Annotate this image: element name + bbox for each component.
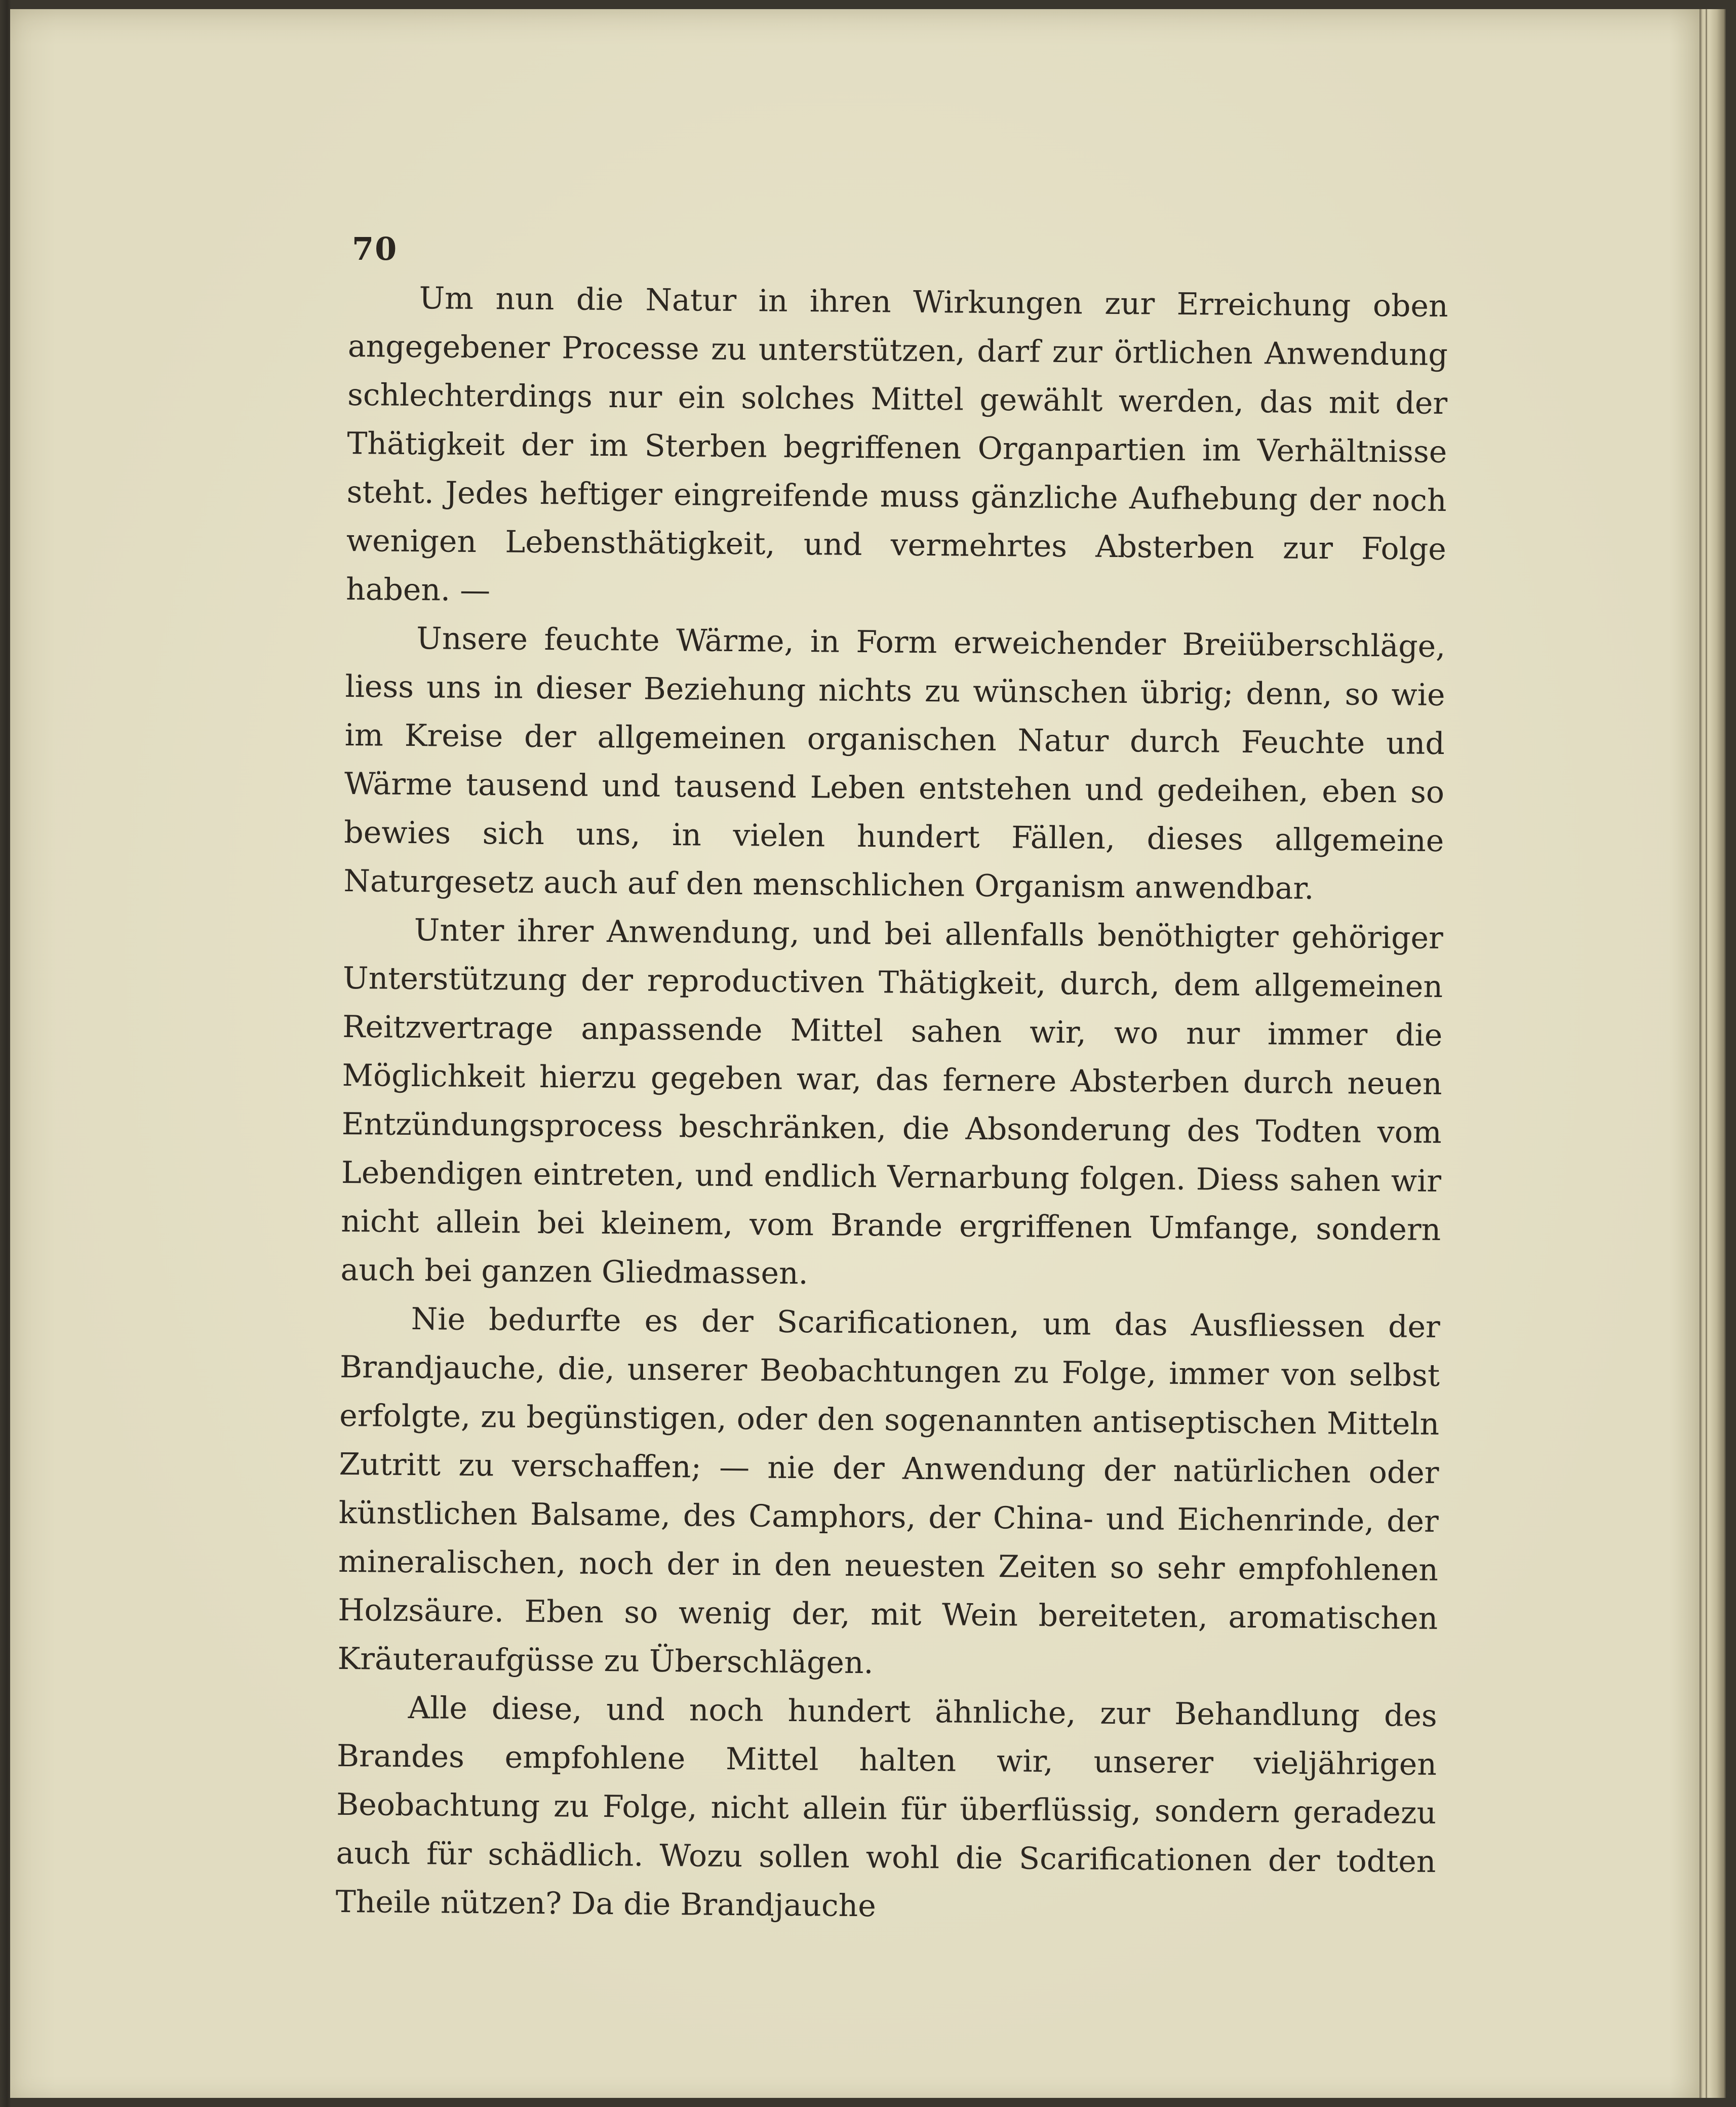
page-edge: [1700, 9, 1726, 2098]
binding-edge: [1706, 9, 1707, 2098]
paragraph-5: Alle diese, und noch hundert ähnliche, zur Behandlung des Brandes empfohlene Mittel halten wir, unserer vieljährigen Beobachtung zu Folge, nicht allein für überflüssig, sondern geradezu auch für schädlich. Wozu sollen wohl die Scarificationen der todten Theile nützen? Da die Brandjauche: [335, 1690, 1437, 1924]
paragraph-1: Um nun die Natur in ihren Wirkungen zur Erreichung oben angegebener Processe zu unterstützen, darf zur örtlichen Anwendung schlechterdings nur ein solches Mittel gewählt werden, das mit der Thätigkeit der im Sterben begriffenen Organpartien im Verhältnisse steht. Jedes heftiger eingreifende muss gänzliche Aufhebung der noch wenigen Lebensthätigkeit, und vermehrtes Absterben zur Folge haben. —: [345, 281, 1448, 609]
page-number: 70: [352, 230, 398, 267]
paragraph-4: Nie bedurfte es der Scarificationen, um das Ausfliessen der Brandjauche, die, unserer Beobachtungen zu Folge, immer von selbst erfolgte, zu begünstigen, oder den sogenannten antiseptischen Mitteln Zutritt zu verschaffen; — nie der Anwendung der natürlichen oder künstlichen Balsame, des Camphors, der China- und Eichenrinde, der mineralischen, noch der in den neuesten Zeiten so sehr empfohlenen Holzsäure. Eben so wenig der, mit Wein bereiteten, aromatischen Kräuteraufgüsse zu Überschlägen.: [337, 1301, 1440, 1681]
body-text: [335, 273, 1448, 1935]
paragraph-2: Unsere feuchte Wärme, in Form erweichender Breiüberschläge, liess uns in dieser Beziehung nichts zu wünschen übrig; denn, so wie im Kreise der allgemeinen organischen Natur durch Feuchte und Wärme tausend und tausend Leben entstehen und gedeihen, eben so bewies sich uns, in vielen hundert Fällen, dieses allgemeine Naturgesetz auch auf den menschlichen Organism anwendbar.: [343, 621, 1446, 907]
paragraph-3: Unter ihrer Anwendung, und bei allenfalls benöthigter gehöriger Unterstützung der reproductiven Thätigkeit, durch, dem allgemeinen Reitzvertrage anpassende Mittel sahen wir, wo nur immer die Möglichkeit hierzu gegeben war, das fernere Absterben durch neuen Entzündungsprocess beschränken, die Absonderung des Todten vom Lebendigen eintreten, und endlich Vernarbung folgen. Diess sahen wir nicht allein bei kleinem, vom Brande ergriffenen Umfange, sondern auch bei ganzen Gliedmassen.: [340, 912, 1444, 1292]
